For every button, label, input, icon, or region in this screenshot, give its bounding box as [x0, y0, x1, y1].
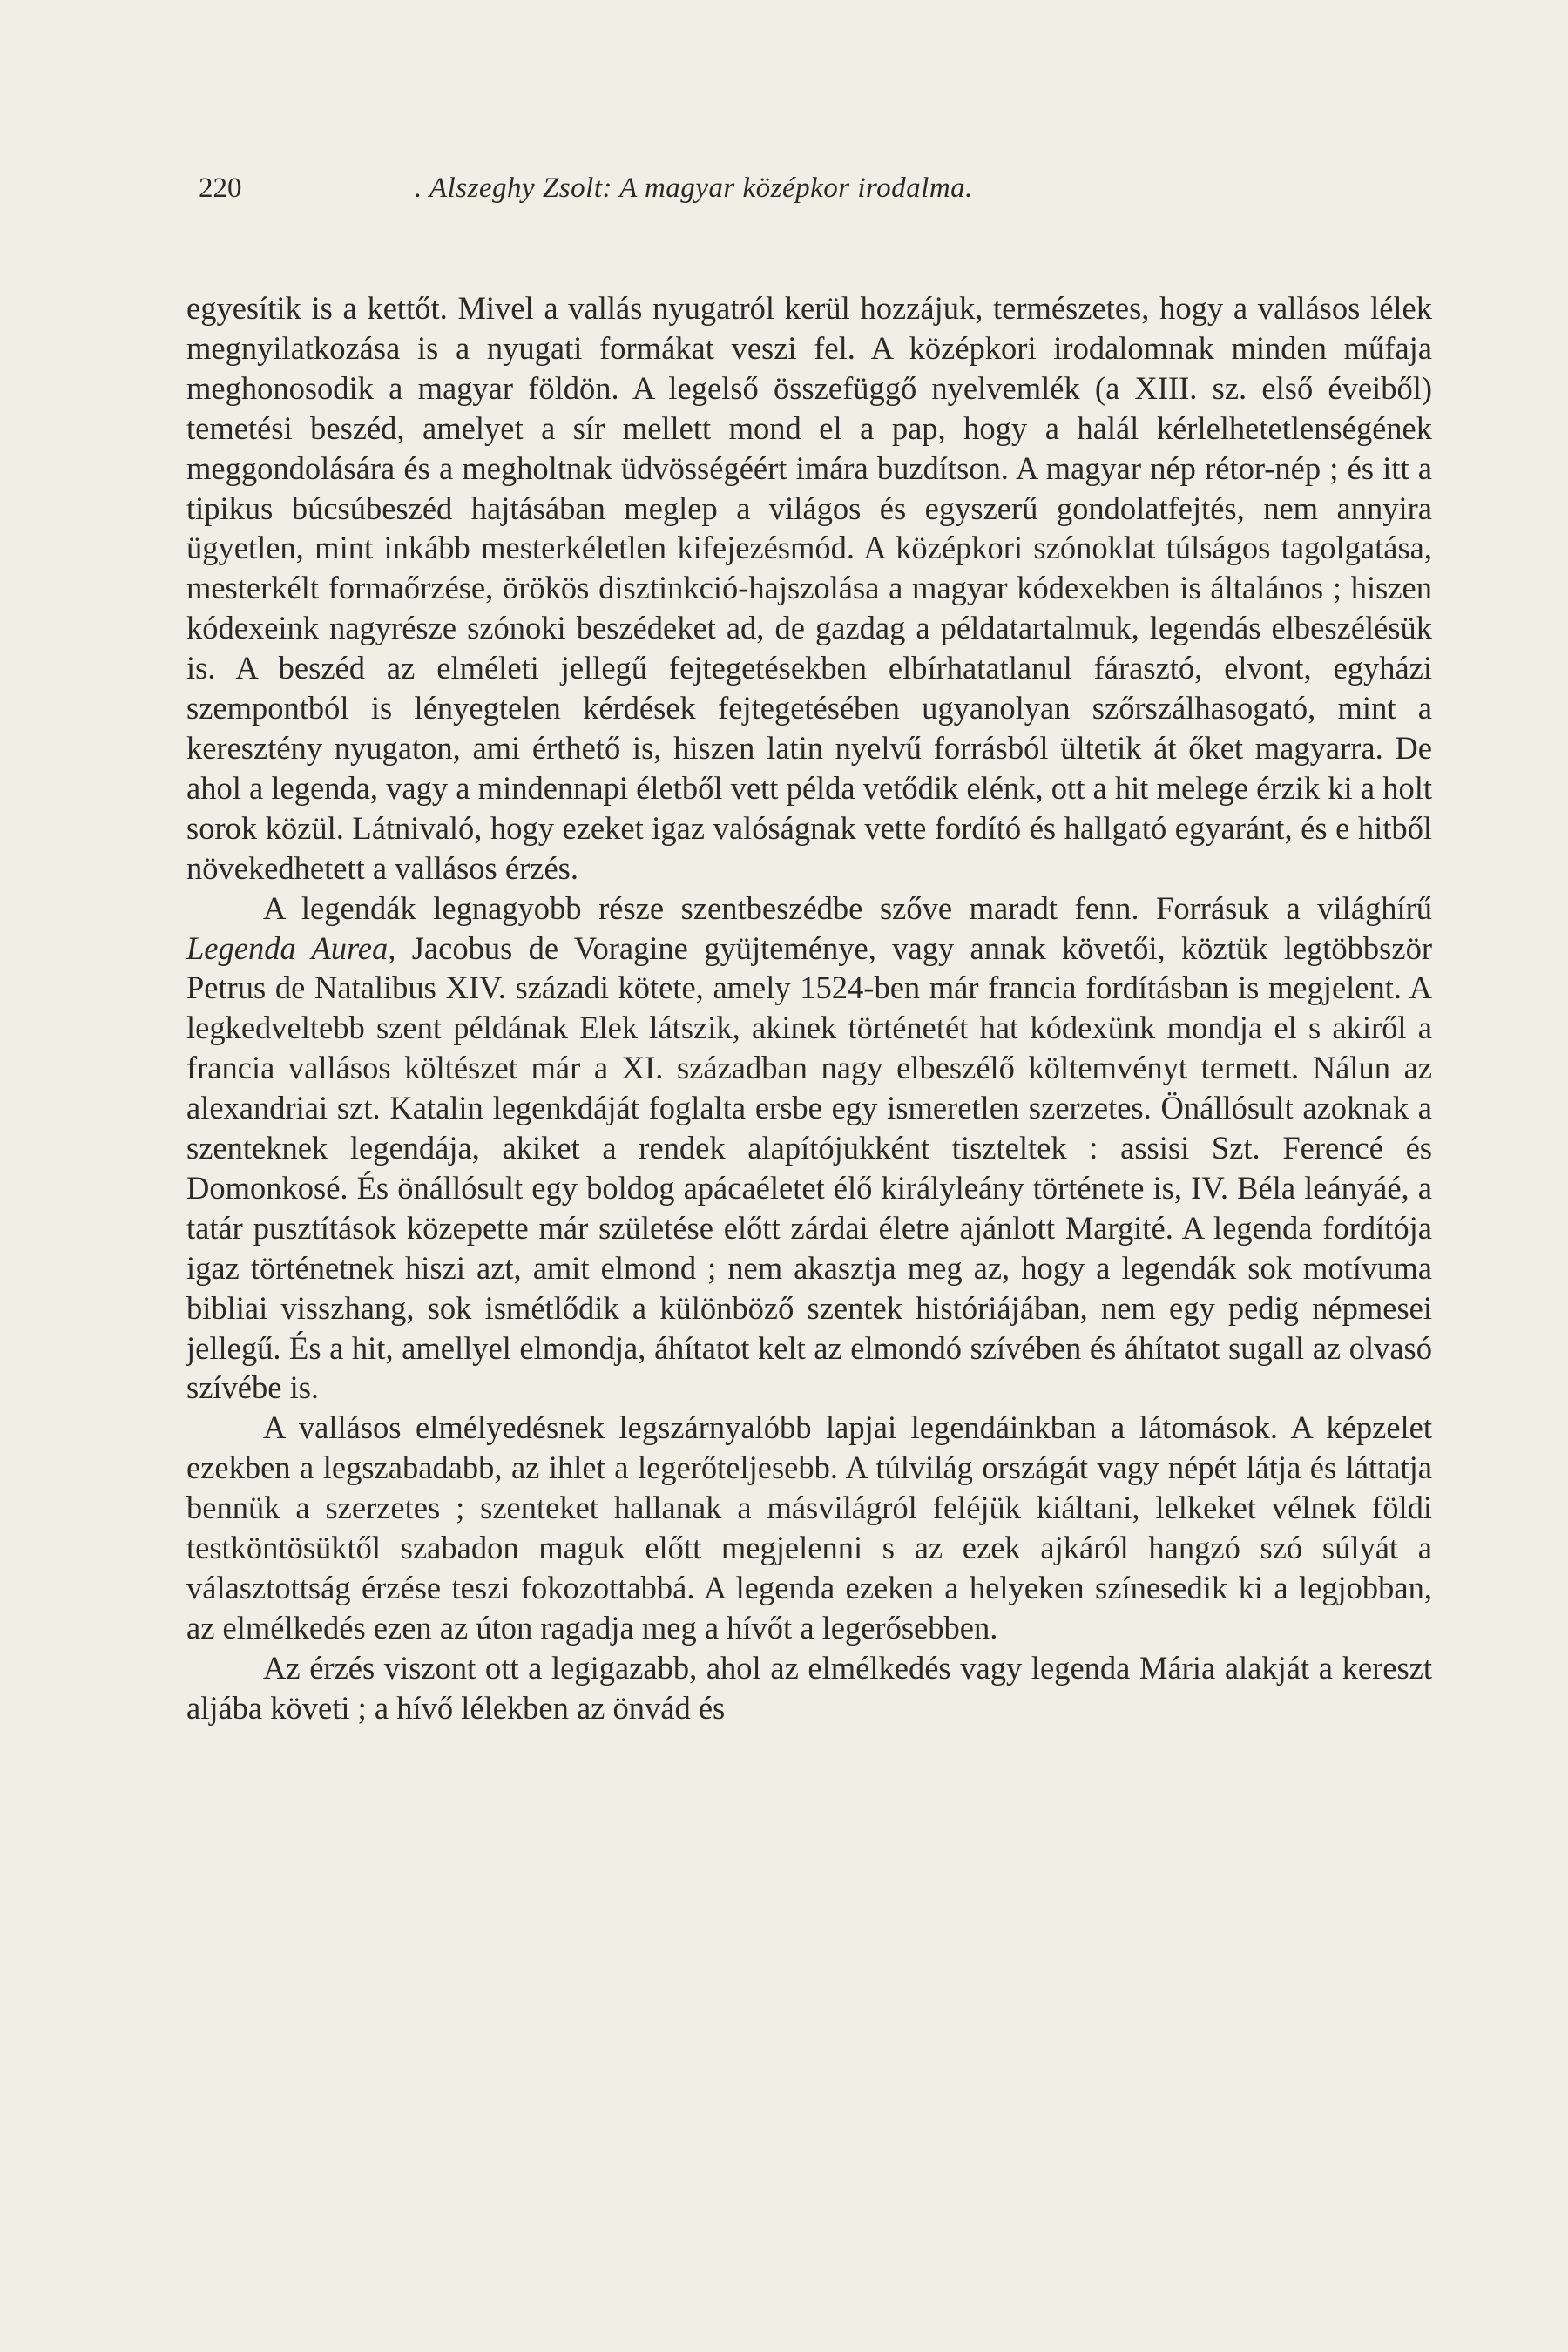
body-text — [186, 288, 1432, 1728]
legenda-aurea-title: Legenda Aurea, — [186, 929, 396, 966]
paragraph-2 — [186, 889, 1432, 1409]
page-number: 220 — [199, 172, 242, 204]
paragraph-4: Az érzés viszont ott a legigazabb, ahol az elmélkedés vagy legenda Mária alakját a kereszt aljába követi ; a hívő lélekben az önvád és — [186, 1649, 1432, 1726]
paragraph-1: egyesítik is a kettőt. Mivel a vallás nyugatról kerül hozzájuk, természetes, hogy a vallásos lélek megnyilatkozása is a nyugati formákat veszi fel. A középkori irodalomnak minden műfaja meghonosodik a magyar földön. A legelső összefüggő nyelvemlék (a XIII. sz. első éveiből) temetési beszéd, amelyet a sír mellett mond el a pap, hogy a halál kérlelhetetlenségének meggondolására és a megholtnak üdvösségéért imára buzdítson. A magyar nép rétor-nép ; és itt a tipikus búcsúbeszéd hajtásában meglep a világos és egyszerű gondolatfejtés, nem annyira ügyetlen, mint inkább mesterkéletlen kifejezésmód. A középkori szónoklat túlságos tagolgatása, mesterkélt formaőrzése, örökös disztinkció-hajszolása a magyar kódexekben is általános ; hiszen kódexeink nagyrésze szónoki beszédeket ad, de gazdag a példatartalmuk, legendás elbeszélésük is. A beszéd az elméleti jellegű fejtegetésekben elbírhatatlanul fárasztó, elvont, egyházi szempontból is lényegtelen kérdések fejtegetésében ugyanolyan szőrszálhasogató, mint a keresztény nyugaton, ami érthető is, hiszen latin nyelvű forrásból ültetik át őket magyarra. De ahol a legenda, vagy a mindennapi életből vett példa vetődik elénk, ott a hit melege érzik ki a holt sorok közül. Látnivaló, hogy ezeket igaz valóságnak vette fordító és hallgató egyaránt, és e hitből növekedhetett a vallásos érzés. — [186, 290, 1432, 886]
paragraph-3: A vallásos elmélyedésnek legszárnyalóbb lapjai legendáinkban a látomások. A képzelet ezekben a legszabadabb, az ihlet a legerőteljesebb. A túlvilág országát vagy népét látja és láttatja bennük a szerzetes ; szenteket hallanak a másvilágról feléjük kiáltani, lelkeket vélnek földi testköntösüktől szabadon maguk előtt megjelenni s az ezek ajkáról hangzó szó súlyát a választottság érzése teszi fokozottabbá. A legenda ezeken a helyeken színesedik ki a legjobban, az elmélkedés ezen az úton ragadja meg a hívőt a legerősebben. — [186, 1409, 1432, 1646]
page-header — [199, 167, 1418, 209]
paragraph-2-text-before: A legendák legnagyobb része szentbeszédbe szőve maradt fenn. Forrásuk a világhírű — [263, 889, 1432, 926]
running-title: . Alszeghy Zsolt: A magyar középkor irodalma. — [415, 172, 973, 204]
paragraph-2-text-after: Jacobus de Voragine gyüjteménye, vagy annak követői, köztük legtöbbször Petrus de Natalibus XIV. századi kötete, amely 1524-ben már francia fordításban is megjelent. A legkedveltebb szent példának Elek látszik, akinek történetét hat kódexünk mondja el s akiről a francia vallásos költészet már a XI. században nagy elbeszélő költemvényt termett. Nálun az alexandriai szt. Katalin legenkdáját foglalta ersbe egy ismeretlen szerzetes. Önállósult azoknak a szenteknek legendája, akiket a rendek alapítójukként tiszteltek : assisi Szt. Ferencé és Domonkosé. És önállósult egy boldog apácaéletet élő királyleány története is, IV. Béla leányáé, a tatár pusztítások közepette már születése előtt zárdai életre ajánlott Margité. A legenda fordítója igaz történetnek hiszi azt, amit elmond ; nem akasztja meg az, hogy a legendák sok motívuma bibliai visszhang, sok ismétlődik a különböző szentek históriájában, nem egy pedig népmesei jellegű. És a hit, amellyel elmondja, áhítatot kelt az elmondó szívében és áhítatot sugall az olvasó szívébe is. — [186, 929, 1432, 1406]
